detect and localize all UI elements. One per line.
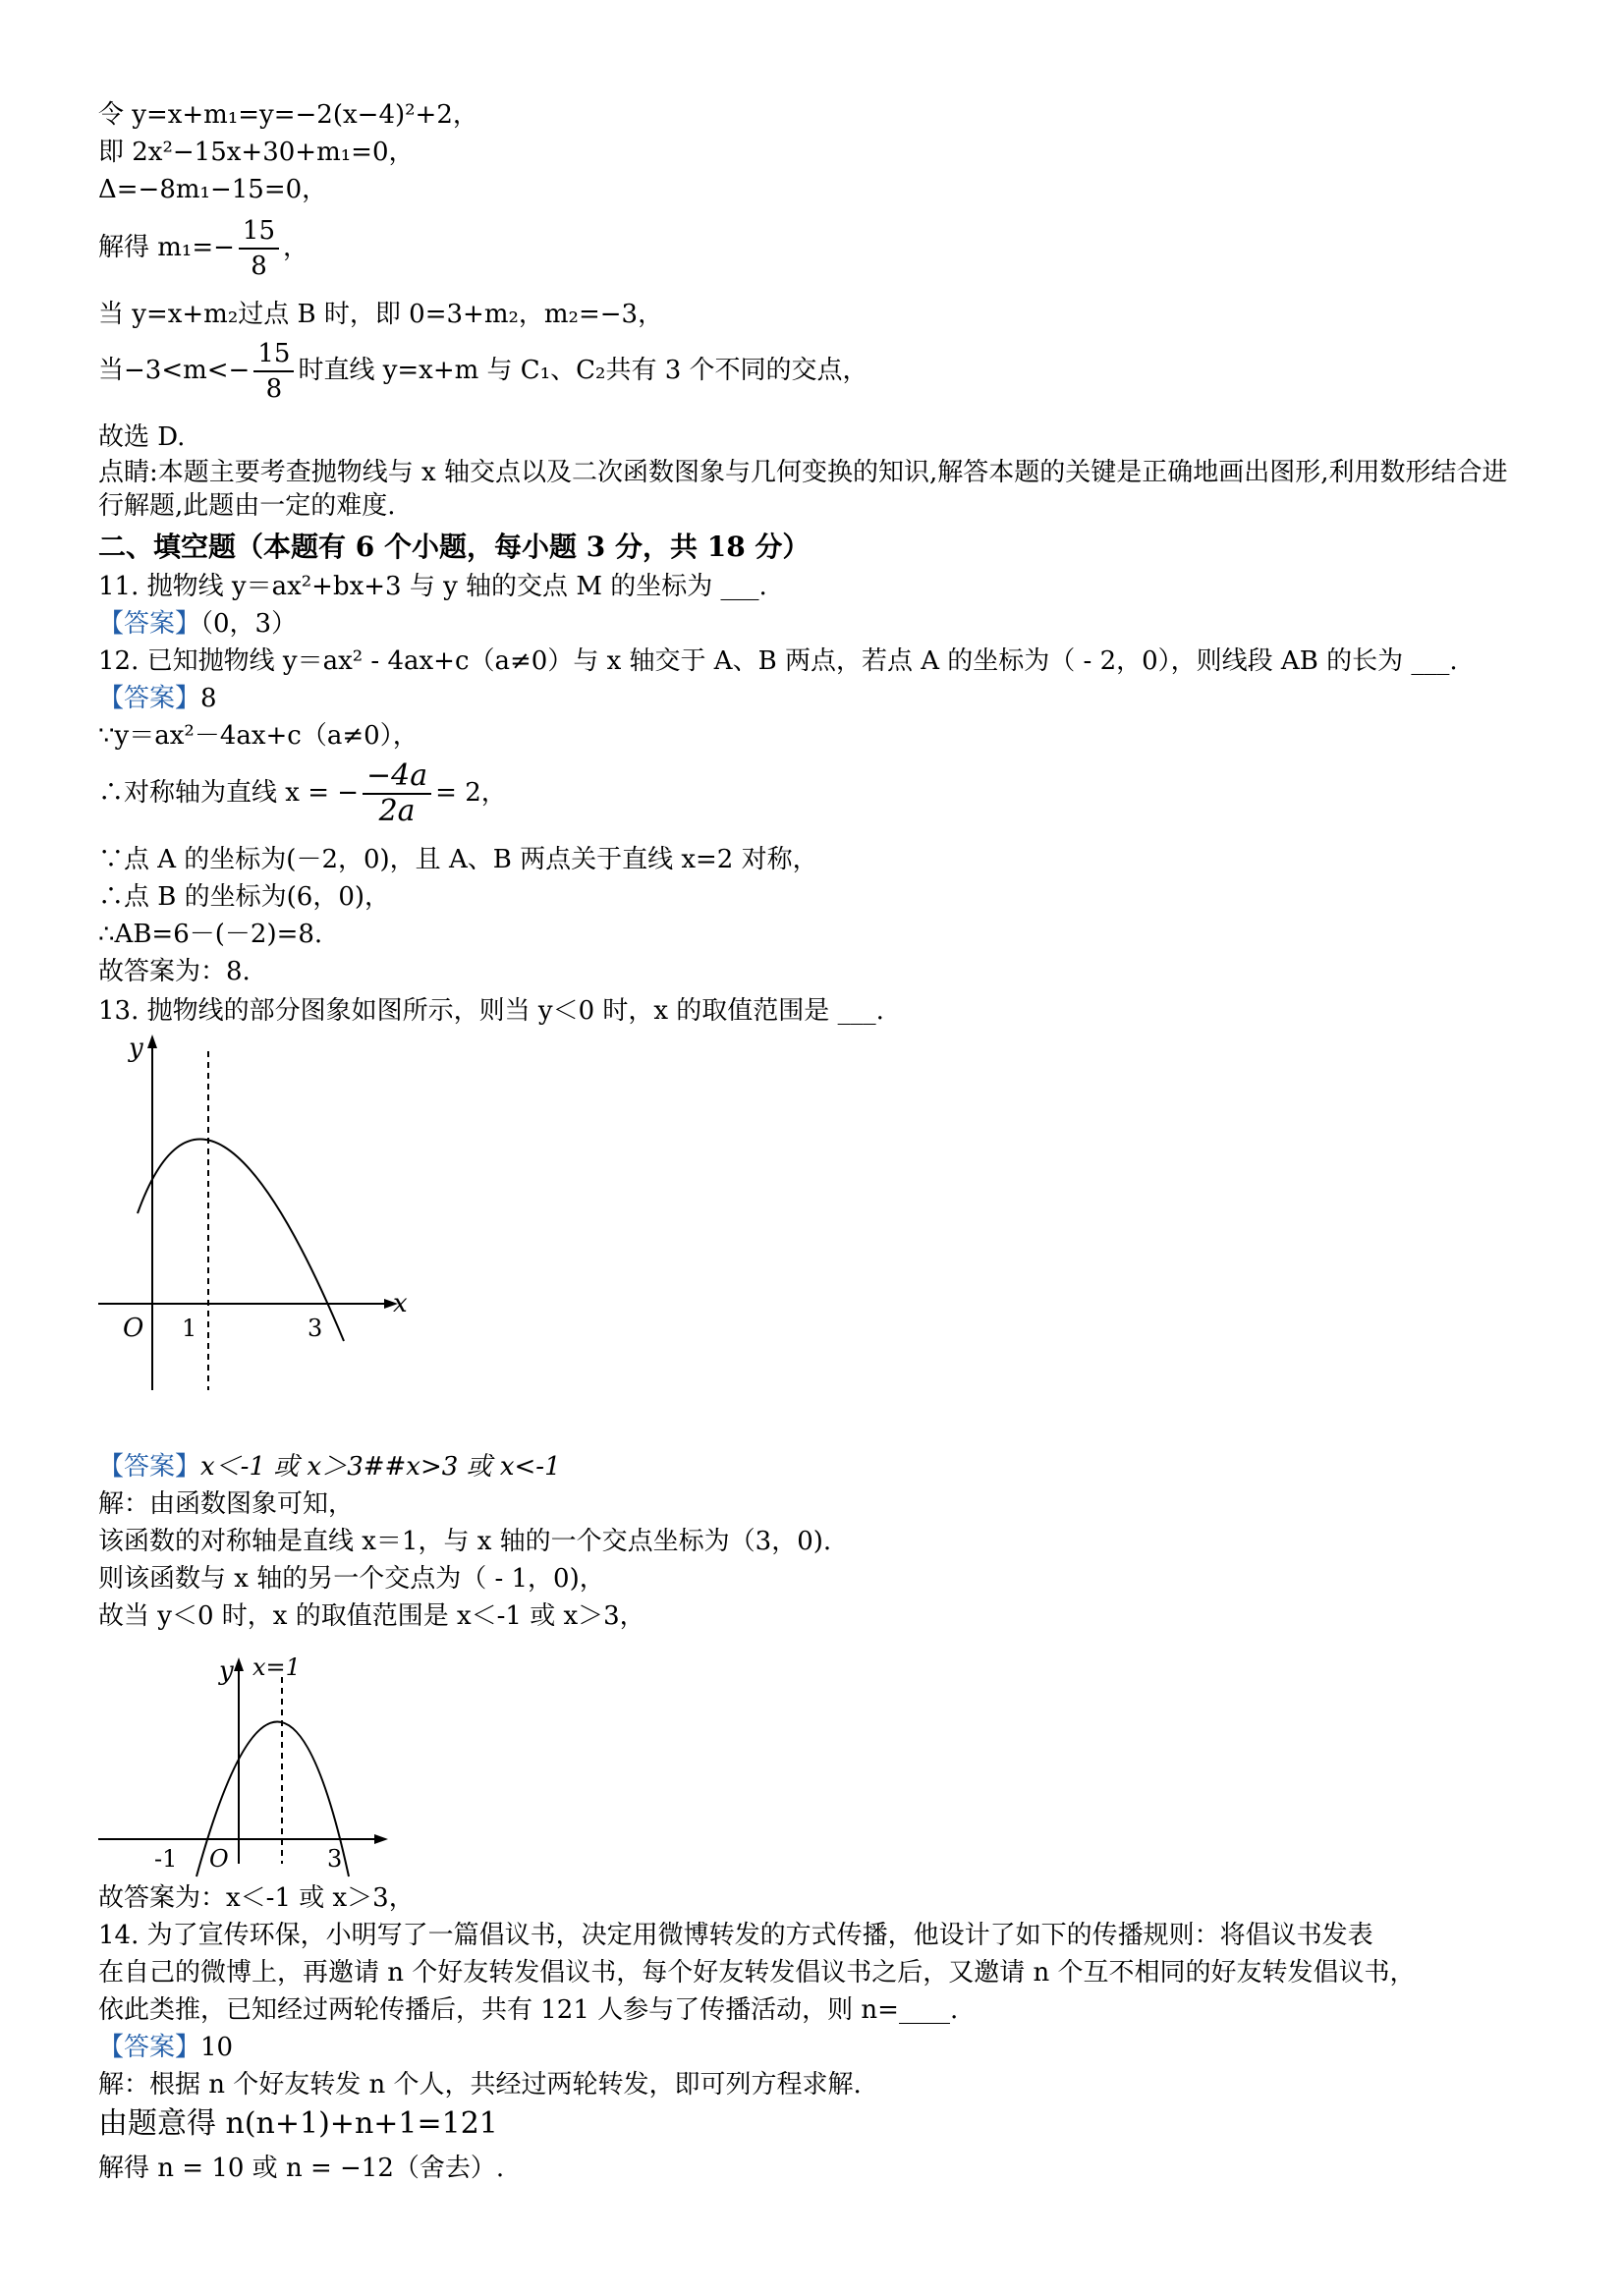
question-text: 在自己的微博上，再邀请 n 个好友转发倡议书，每个好友转发倡议书之后，又邀请 n 个互不相同的好友转发倡议书， <box>98 1958 1416 1988</box>
y-label: y <box>219 1656 234 1686</box>
answer-line <box>98 607 297 641</box>
answer-value: 8 <box>200 684 217 713</box>
text-line: 当 y=x+m₂过点 B 时，即 0=3+m₂，m₂=−3， <box>98 300 664 329</box>
parabola-figure-2 <box>93 1646 408 1881</box>
text-line: 则该函数与 x 轴的另一个交点为（ - 1，0)， <box>98 1564 605 1594</box>
text-line: 即 2x²−15x+30+m₁=0， <box>98 138 415 167</box>
question-text: 11. 抛物线 y＝ax²+bx+3 与 y 轴的交点 M 的坐标为 ___. <box>98 572 767 601</box>
text-line: 该函数的对称轴是直线 x＝1，与 x 轴的一个交点坐标为（3，0). <box>98 1527 832 1556</box>
tick-label-3: 3 <box>327 1845 343 1873</box>
question-text: 14. 为了宣传环保，小明写了一篇倡议书，决定用微博转发的方式传播，他设计了如下的传播规则：将倡议书发表 <box>98 1921 1373 1950</box>
text: 时直线 y=x+m 与 C₁、C₂共有 3 个不同的交点， <box>298 356 868 385</box>
answer-value: 10 <box>200 2033 234 2062</box>
answer-tag: 【答案】 <box>98 609 201 639</box>
tick-label-1: 1 <box>182 1315 197 1342</box>
answer-tag: 【答案】 <box>98 2033 201 2062</box>
text-line: Δ=−8m₁−15=0， <box>98 175 328 204</box>
text-line: 解：根据 n 个好友转发 n 个人，共经过两轮转发，即可列方程求解. <box>98 2070 862 2100</box>
text-line: 故当 y＜0 时，x 的取值范围是 x＜-1 或 x＞3， <box>98 1601 645 1631</box>
section-heading: 二、填空题（本题有 6 个小题，每小题 3 分，共 18 分） <box>98 531 811 563</box>
text-line: 解得 n = 10 或 n = −12（舍去）. <box>98 2154 505 2183</box>
y-axis-arrow <box>234 1657 244 1671</box>
denominator: 2a <box>378 794 416 828</box>
answer-line <box>98 2031 233 2064</box>
answer-value: x＜-1 或 x＞3##x>3 或 x<-1 <box>200 1452 561 1482</box>
text-line: ∴点 B 的坐标为(6，0)， <box>98 882 391 912</box>
origin-label: O <box>123 1314 144 1343</box>
fraction <box>239 214 279 283</box>
text: ， <box>283 233 309 262</box>
text: 解得 m₁=− <box>98 233 235 262</box>
text-paragraph: 点睛:本题主要考查抛物线与 x 轴交点以及二次函数图象与几何变换的知识,解答本题的关键是正确地画出图形,利用数形结合进行解题,此题由一定的难度. <box>98 458 1508 521</box>
text-line: 故选 D. <box>98 422 186 452</box>
numerator: 15 <box>239 214 279 250</box>
origin-label: O <box>209 1845 229 1873</box>
answer-value: （0，3） <box>200 609 298 639</box>
answer-tag: 【答案】 <box>98 1452 201 1482</box>
tick-label-minus-1: -1 <box>154 1845 178 1873</box>
tick-label-3: 3 <box>308 1315 323 1342</box>
text: 当−3<m<− <box>98 356 251 385</box>
parabola-figure-1 <box>93 1027 418 1415</box>
text-line: 令 y=x+m₁=y=−2(x−4)²+2， <box>98 100 478 130</box>
text-line-fraction <box>98 759 507 828</box>
equation-line: 由题意得 n(n+1)+n+1=121 <box>98 2106 498 2141</box>
parabola-curve <box>138 1140 344 1341</box>
text: = 2， <box>435 778 507 808</box>
symmetry-axis-label: x=1 <box>252 1653 301 1681</box>
question-text: 13. 抛物线的部分图象如图所示，则当 y＜0 时，x 的取值范围是 ___. <box>98 996 884 1026</box>
x-axis-arrow <box>374 1834 388 1844</box>
text-line: 解：由函数图象可知， <box>98 1489 355 1519</box>
text-line-fraction <box>98 214 308 283</box>
numerator: 15 <box>253 337 294 372</box>
fraction <box>253 337 294 406</box>
text-line: 故答案为：x＜-1 或 x＞3， <box>98 1883 415 1913</box>
question-text: 12. 已知抛物线 y＝ax² - 4ax+c（a≠0）与 x 轴交于 A、B 两点，若点 A 的坐标为（ - 2，0），则线段 AB 的长为 ___. <box>98 646 1458 676</box>
denominator: 8 <box>251 252 267 281</box>
y-label: y <box>129 1034 143 1063</box>
text-line-fraction <box>98 337 868 406</box>
text-line: ∵点 A 的坐标为(－2，0)，且 A、B 两点关于直线 x=2 对称， <box>98 845 818 874</box>
text-line: ∴AB=6－(－2)=8. <box>98 920 323 949</box>
answer-tag: 【答案】 <box>98 684 201 713</box>
text-line: ∵y＝ax²－4ax+c（a≠0）， <box>98 721 419 751</box>
text-line: 故答案为：8. <box>98 957 251 986</box>
numerator: −4a <box>363 759 431 795</box>
answer-line <box>98 1450 561 1484</box>
question-text: 依此类推，已知经过两轮传播后，共有 121 人参与了传播活动，则 n=____. <box>98 1995 959 2025</box>
fraction <box>363 759 431 828</box>
denominator: 8 <box>265 374 283 404</box>
answer-line <box>98 682 217 715</box>
y-axis-arrow <box>147 1035 157 1048</box>
x-label: x <box>393 1289 408 1318</box>
text: ∴对称轴为直线 x = − <box>98 778 360 808</box>
